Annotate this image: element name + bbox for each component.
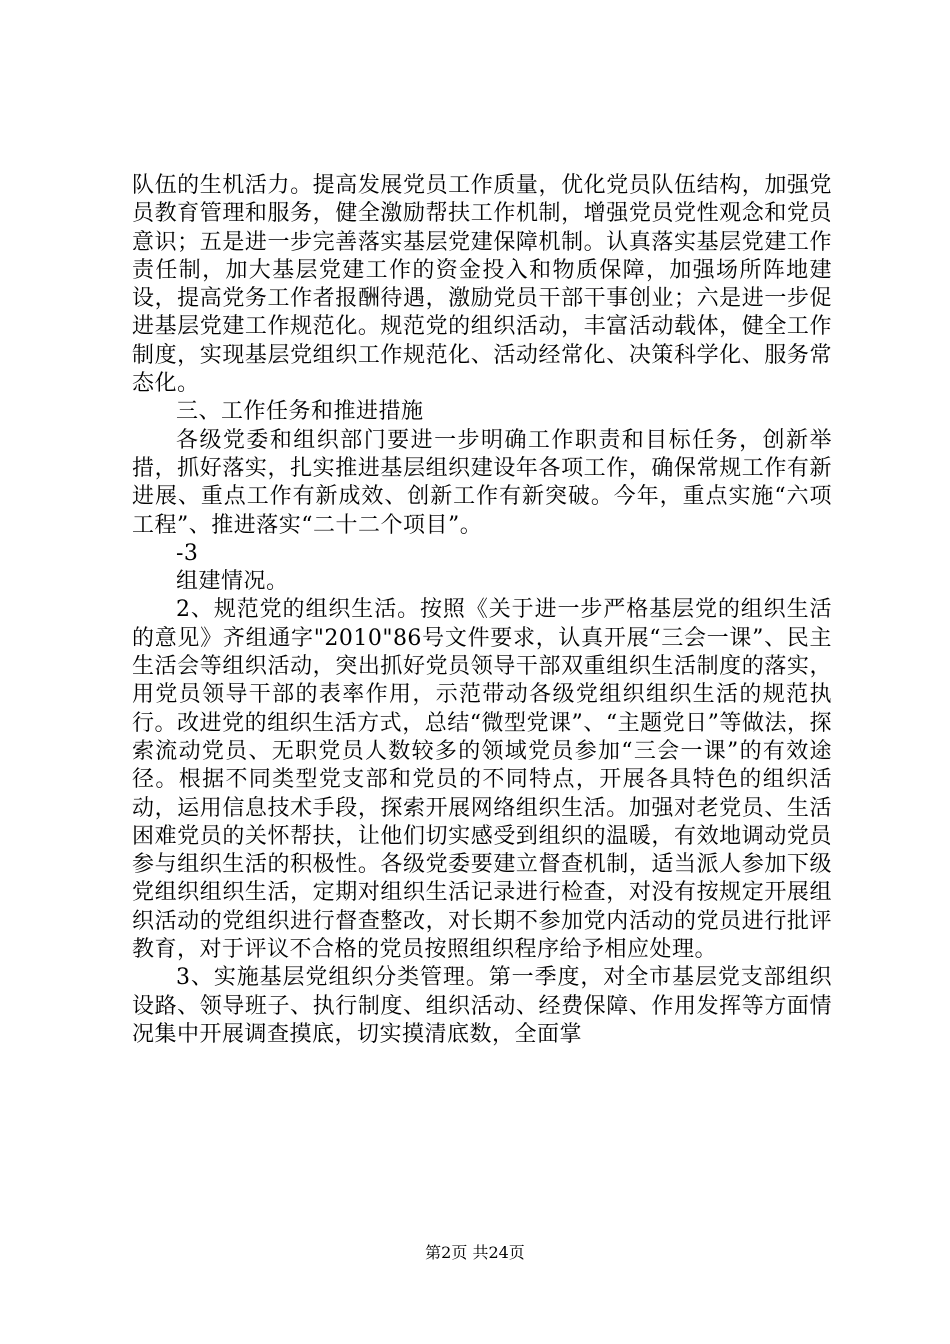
document-body [132,172,832,1049]
section-heading: 三、工作任务和推进措施 [176,399,424,425]
paragraph-item-3: 3、实施基层党组织分类管理。第一季度，对全市基层党支部组织设路、领导班子、执行制度、组织活动、经费保障、作用发挥等方面情况集中开展调查摸底，切实摸清底数，全面掌 [132,965,832,1047]
paragraph-fragment: 组建情况。 [176,569,289,595]
paragraph-continuation: 队伍的生机活力。提高发展党员工作质量，优化党员队伍结构，加强党员教育管理和服务，健全激励帮扶工作机制，增强党员党性观念和党员意识；五是进一步完善落实基层党建保障机制。认真落实基层党建工作责任制，加大基层党建工作的资金投入和物质保障，加强场所阵地建设，提高党务工作者报酬待遇，激励党员干部干事创业；六是进一步促进基层党建工作规范化。规范党的组织活动，丰富活动载体，健全工作制度，实现基层党组织工作规范化、活动经常化、决策科学化、服务常态化。 [132,173,832,397]
paragraph-tasks-intro: 各级党委和组织部门要进一步明确工作职责和目标任务，创新举措，抓好落实，扎实推进基层组织建设年各项工作，确保常规工作有新进展、重点工作有新成效、创新工作有新突破。今年，重点实施“六项工程”、推进落实“二十二个项目”。 [132,427,832,538]
paragraph-item-2: 2、规范党的组织生活。按照《关于进一步严格基层党的组织生活的意见》齐组通字"2010"86号文件要求，认真开展“三会一课”、民主生活会等组织活动，突出抓好党员领导干部双重组织生活制度的落实，用党员领导干部的表率作用，示范带动各级党组织组织生活的规范执行。改进党的组织生活方式，总结“微型党课”、“主题党日”等做法，探索流动党员、无职党员人数较多的领域党员参加“三会一课”的有效途径。根据不同类型党支部和党员的不同特点，开展各具特色的组织活动，运用信息技术手段，探索开展网络组织生活。加强对老党员、生活困难党员的关怀帮扶，让他们切实感受到组织的温暖，有效地调动党员参与组织生活的积极性。各级党委要建立督查机制，适当派人参加下级党组织组织生活，定期对组织生活记录进行检查，对没有按规定开展组织活动的党组织进行督查整改，对长期不参加党内活动的党员进行批评教育，对于评议不合格的党员按照组织程序给予相应处理。 [132,597,832,963]
page-footer: 第2页 共24页 [425,1243,525,1262]
page-marker: -3 [176,540,199,566]
